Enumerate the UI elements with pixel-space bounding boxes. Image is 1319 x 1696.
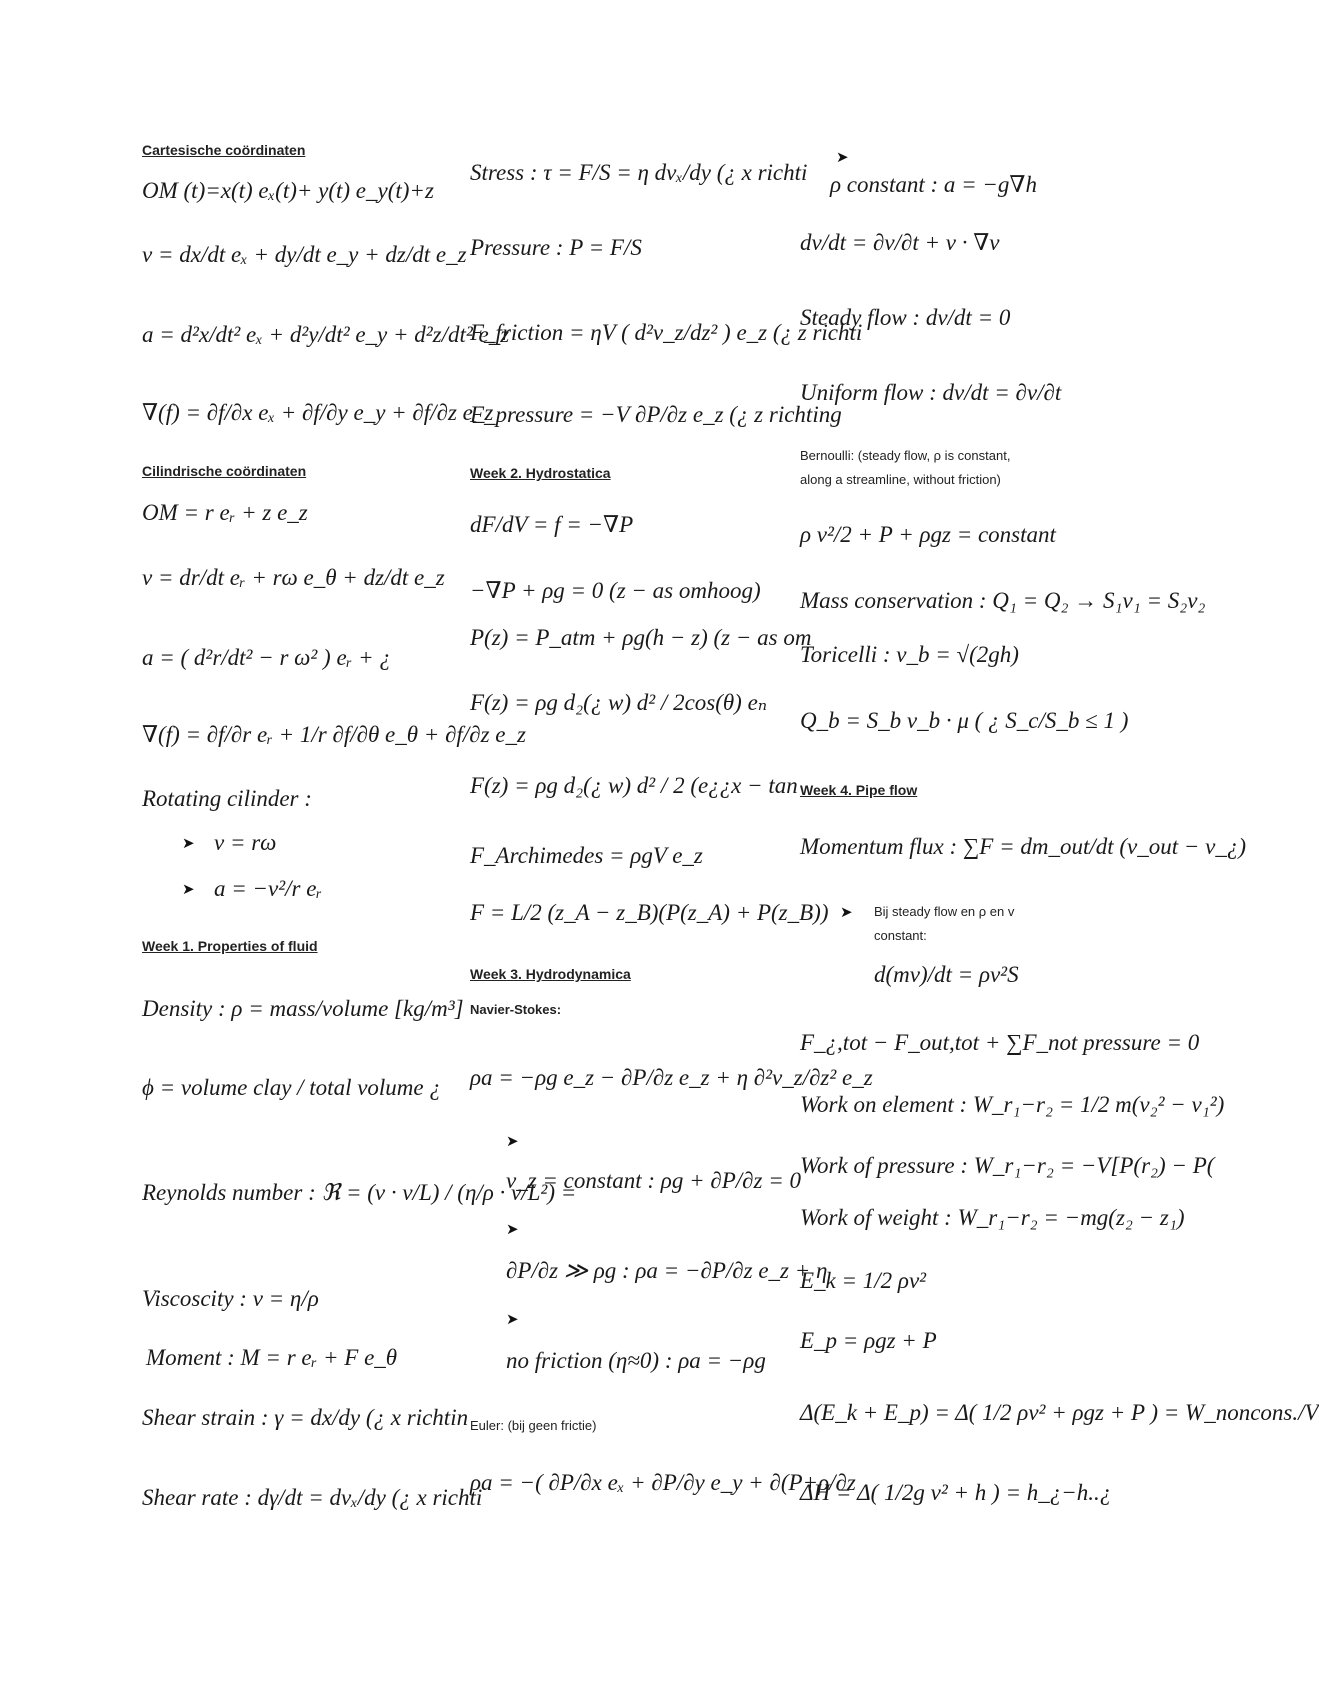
bullet-icon: ➤: [506, 1310, 519, 1328]
note-bernoulli-line1: Bernoulli: (steady flow, ρ is constant,: [800, 448, 1011, 463]
eq-force-tan: F(z) = ρg d₂(¿ w) d² / 2 (e¿¿x − tan: [470, 773, 798, 798]
eq-reynolds-number: Reynolds number : ℜ = (v · v/L) / (η/ρ · v/L²) =: [142, 1180, 577, 1205]
eq-discharge: Q_b = S_b v_b · μ ( ¿ S_c/S_b ≤ 1 ): [800, 708, 1129, 733]
bullet-icon: ➤: [182, 834, 195, 852]
eq-velocity-rotating: v = rω: [214, 830, 277, 855]
heading-week1: Week 1. Properties of fluid: [142, 938, 318, 954]
eq-gradient-cartesian: ∇(f) = ∂f/∂x eₓ + ∂f/∂y e_y + ∂f/∂z e_z: [142, 400, 494, 425]
heading-cartesian: Cartesische coördinaten: [142, 142, 306, 158]
eq-viscosity: Viscoscity : ν = η/ρ: [142, 1286, 319, 1311]
heading-cylindrical: Cilindrische coördinaten: [142, 463, 307, 479]
note-euler: Euler: (bij geen frictie): [470, 1418, 597, 1433]
eq-gradient-cylindrical: ∇(f) = ∂f/∂r eᵣ + 1/r ∂f/∂θ e_θ + ∂f/∂z e_z: [142, 722, 526, 747]
eq-work-of-pressure: Work of pressure : W_r₁−r₂ = −V[P(r₂) − P(: [800, 1153, 1215, 1178]
eq-rho-constant: ρ constant : a = −g∇h: [830, 172, 1037, 197]
eq-friction-force: F_friction = ηV ( d²v_z/dz² ) e_z (¿ z richti: [470, 320, 863, 345]
eq-acceleration-rotating: a = −v²/r eᵣ: [214, 876, 323, 901]
eq-steady-flow: Steady flow : dv/dt = 0: [800, 305, 1011, 330]
eq-hydrostatic-balance: −∇P + ρg = 0 (z − as omhoog): [470, 578, 761, 603]
eq-density: Density : ρ = mass/volume [kg/m³]: [142, 996, 464, 1021]
eq-bernoulli: ρ v²/2 + P + ρgz = constant: [800, 522, 1056, 547]
eq-rotating-cilinder: Rotating cilinder :: [142, 786, 312, 811]
bullet-icon: ➤: [182, 880, 195, 898]
bullet-icon: ➤: [506, 1132, 519, 1150]
eq-moment: Moment : M = r eᵣ + F e_θ: [146, 1345, 398, 1370]
eq-material-derivative: dv/dt = ∂v/∂t + v · ∇v: [800, 230, 1000, 255]
eq-pressure-dominant: ∂P/∂z ≫ ρg : ρa = −∂P/∂z e_z + η: [506, 1258, 828, 1283]
bullet-icon: ➤: [840, 903, 853, 921]
eq-force-density: dF/dV = f = −∇P: [470, 512, 634, 537]
bullet-icon: ➤: [836, 148, 849, 166]
eq-uniform-flow: Uniform flow : dv/dt = ∂v/∂t: [800, 380, 1062, 405]
eq-no-friction: no friction (η≈0) : ρa = −ρg: [506, 1348, 766, 1373]
eq-force-integral: F = L/2 (z_A − z_B)(P(z_A) + P(z_B)): [470, 900, 829, 925]
note-navier-stokes: Navier-Stokes:: [470, 1002, 562, 1017]
eq-pressure: Pressure : P = F/S: [470, 235, 642, 260]
eq-pressure-height: P(z) = P_atm + ρg(h − z) (z − as om: [470, 625, 812, 650]
eq-work-of-weight: Work of weight : W_r₁−r₂ = −mg(z₂ − z₁): [800, 1205, 1185, 1230]
eq-om-cartesian: OM (t)=x(t) eₓ(t)+ y(t) e_y(t)+z: [142, 178, 434, 203]
eq-force-cos: F(z) = ρg d₂(¿ w) d² / 2cos(θ) eₙ: [470, 690, 768, 715]
eq-work-on-element: Work on element : W_r₁−r₂ = 1/2 m(v₂² − v₁²): [800, 1092, 1225, 1117]
eq-kinetic-energy: E_k = 1/2 ρv²: [800, 1268, 927, 1293]
eq-velocity-cylindrical: v = dr/dt eᵣ + rω e_θ + dz/dt e_z: [142, 565, 445, 590]
note-steady-flow-line1: Bij steady flow en ρ en v: [874, 904, 1015, 919]
heading-week2: Week 2. Hydrostatica: [470, 465, 611, 481]
eq-acceleration-cartesian: a = d²x/dt² eₓ + d²y/dt² e_y + d²z/dt² e_z: [142, 322, 510, 347]
eq-vz-constant: v_z = constant : ρg + ∂P/∂z = 0: [506, 1168, 801, 1193]
eq-momentum-rate: d(mv)/dt = ρv²S: [874, 962, 1019, 987]
heading-week3: Week 3. Hydrodynamica: [470, 966, 631, 982]
eq-shear-strain: Shear strain : γ = dx/dy (¿ x richtin: [142, 1405, 469, 1430]
eq-toricelli: Toricelli : v_b = √(2gh): [800, 642, 1019, 667]
eq-momentum-flux: Momentum flux : ∑F = dm_out/dt (v_out − v_¿): [800, 834, 1247, 859]
eq-shear-rate: Shear rate : dγ/dt = dvₓ/dy (¿ x richti: [142, 1485, 483, 1510]
bullet-icon: ➤: [506, 1220, 519, 1238]
eq-force-balance: F_¿,tot − F_out,tot + ∑F_not pressure = 0: [800, 1030, 1200, 1055]
note-bernoulli-line2: along a streamline, without friction): [800, 472, 1001, 487]
eq-om-cylindrical: OM = r eᵣ + z e_z: [142, 500, 308, 525]
eq-velocity-cartesian: v = dx/dt eₓ + dy/dt e_y + dz/dt e_z: [142, 242, 467, 267]
eq-potential-energy: E_p = ρgz + P: [800, 1328, 937, 1353]
eq-stress: Stress : τ = F/S = η dvₓ/dy (¿ x richti: [470, 160, 808, 185]
eq-archimedes: F_Archimedes = ρgV e_z: [470, 843, 703, 868]
eq-euler: ρa = −( ∂P/∂x eₓ + ∂P/∂y e_y + ∂(P+ρ/∂z: [470, 1470, 856, 1495]
eq-pressure-force: F_pressure = −V ∂P/∂z e_z (¿ z richting: [470, 402, 842, 427]
eq-mass-conservation: Mass conservation : Q₁ = Q₂ → S₁v₁ = S₂v₂: [800, 588, 1206, 613]
note-steady-flow-line2: constant:: [874, 928, 927, 943]
eq-acceleration-cylindrical: a = ( d²r/dt² − r ω² ) eᵣ + ¿: [142, 645, 391, 670]
eq-head-change: ΔH = Δ( 1/2g v² + h ) = h_¿−h..¿: [800, 1480, 1112, 1505]
heading-week4: Week 4. Pipe flow: [800, 782, 918, 798]
column-right: [800, 0, 1319, 1696]
eq-energy-change: Δ(E_k + E_p) = Δ( 1/2 ρv² + ρgz + P ) = W_noncons./V: [800, 1400, 1319, 1425]
eq-phi: ϕ = volume clay / total volume ¿: [142, 1075, 441, 1100]
eq-navier-stokes: ρa = −ρg e_z − ∂P/∂z e_z + η ∂²v_z/∂z² e_z: [470, 1065, 873, 1090]
